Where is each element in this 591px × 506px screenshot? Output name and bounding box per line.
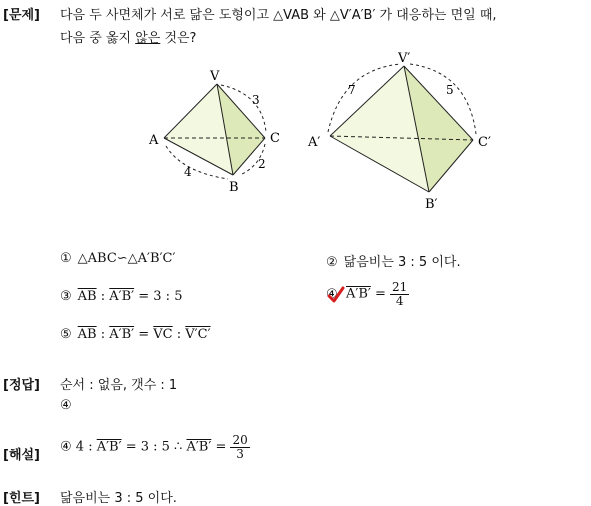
solution-tag: [해설]	[3, 448, 40, 463]
question-tag: [문제]	[3, 8, 40, 23]
solution-segment-1: A′B′	[96, 439, 122, 455]
solution-numerator: 20	[232, 433, 248, 447]
choice-2-number: ②	[326, 255, 338, 270]
label-V-prime: V′	[398, 51, 411, 66]
solution-fraction	[230, 434, 249, 460]
label-B-prime: B′	[425, 197, 438, 212]
choice-1[interactable]	[60, 251, 175, 266]
solution-line	[60, 434, 250, 460]
choice-3-sep: :	[96, 289, 110, 304]
choice-4-number-wrap	[326, 287, 346, 302]
label-C-prime: C′	[478, 135, 491, 150]
label-B: B	[229, 180, 239, 195]
answer-line-1: 순서 : 없음, 갯수 : 1	[60, 378, 178, 393]
choice-4-fraction	[390, 281, 409, 307]
choice-3-number: ③	[60, 289, 72, 304]
length-BC: 2	[258, 157, 266, 171]
choice-4-segment: A′B′	[346, 286, 371, 302]
choice-5-eq: =	[134, 327, 154, 342]
label-A-prime: A′	[308, 135, 321, 150]
solution-eq: =	[211, 439, 231, 455]
choice-4-number: ④	[326, 286, 338, 302]
solution-segment-2: A′B′	[186, 439, 212, 455]
choice-5-segment-c: $\overline{VC}$	[153, 327, 173, 342]
choice-4-numerator: 21	[392, 280, 408, 294]
solution-pre: ④ 4 :	[60, 439, 97, 455]
choice-3-segment-a: $\overline{AB}$	[77, 289, 97, 304]
label-A: A	[149, 133, 159, 148]
label-V: V	[210, 69, 220, 84]
choice-5-segment-b: A′B′	[109, 327, 135, 342]
length-VC-prime: 5	[446, 83, 454, 97]
choice-2-text: 닮음비는 3 : 5 이다.	[343, 255, 461, 270]
question-line-2	[60, 27, 196, 46]
question-line-1: 다음 두 사면체가 서로 닮은 도형이고 △VAB 와 △V′A′B′ 가 대응하는 면일 때,	[60, 8, 497, 23]
choice-3-rest: = 3 : 5	[134, 289, 183, 304]
hint-tag: [힌트]	[3, 491, 40, 506]
question-underline-word: 않은	[135, 31, 161, 46]
length-VC: 3	[252, 93, 260, 107]
choice-1-number: ①	[60, 251, 72, 266]
length-AB: 4	[184, 165, 192, 179]
choice-1-text: △ABC∽△A′B′C′	[77, 251, 176, 266]
checkmark-icon	[326, 285, 346, 305]
choice-5-number: ⑤	[60, 327, 72, 342]
choice-4-eq: =	[370, 286, 391, 302]
choice-5-sep-1: :	[96, 327, 110, 342]
choice-3[interactable]	[60, 289, 182, 304]
choice-5[interactable]	[60, 327, 211, 342]
length-VA-prime: 7	[348, 83, 356, 97]
choice-4[interactable]	[326, 281, 409, 307]
choice-4-denominator: 4	[395, 293, 404, 308]
choice-5-sep-2: :	[172, 327, 186, 342]
hint-text: 닮음비는 3 : 5 이다.	[60, 491, 177, 506]
solution-mid: = 3 : 5 ∴	[121, 439, 187, 455]
choice-5-segment-a: $\overline{AB}$	[77, 327, 97, 342]
question-line-2-post: 것은?	[160, 31, 197, 46]
choice-5-segment-d: V′C′	[185, 327, 211, 342]
answer-tag: [정답]	[3, 378, 40, 393]
tetrahedron-figure-2	[300, 48, 505, 213]
choice-2[interactable]	[326, 251, 461, 270]
question-line-2-pre: 다음 중 옳지	[60, 31, 136, 46]
label-C: C	[270, 131, 280, 146]
solution-denominator: 3	[236, 446, 244, 461]
tetrahedron-figure-1	[140, 62, 290, 197]
answer-line-2: ④	[60, 398, 72, 413]
choice-3-segment-b: A′B′	[109, 289, 135, 304]
